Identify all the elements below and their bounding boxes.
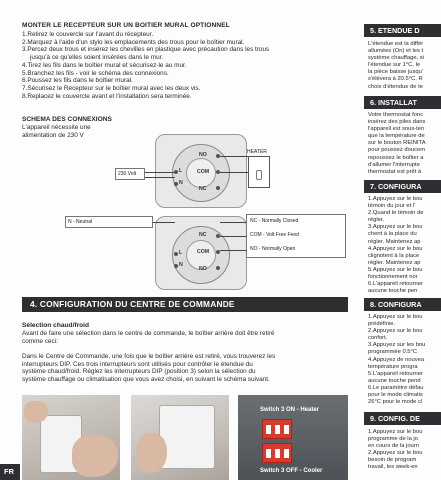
photo2-hand: [137, 433, 167, 473]
photo-remove-cover: [22, 395, 120, 480]
section8-text: 1.Appuyez sur le bou prédéfinie. 2.Appuyez sur le bou confort. 3.Appuyez sur les bou programmée 0.5°C 4.Appuyez de nouvea température progra 5.L'appareil retourner aucune touche pend 6.Le paramètre défau pour le mode climatis 26°C pour le mode cl: [368, 314, 426, 406]
mount-step-1: 1.Retirez le couvercle sur l'avant du récepteur.: [22, 31, 154, 38]
top-term-n: N: [179, 180, 183, 186]
nc-legend: NC - Normally Closed: [250, 218, 299, 224]
mount-step-8: 8.Replacez le couvercle avant et l'installation sera terminée.: [22, 92, 192, 100]
right-column: [364, 0, 441, 480]
schema-description: L'appareil nécessite une alimentation de 230 V: [22, 124, 91, 139]
section8-title: 8. CONFIGURA: [364, 298, 441, 311]
mount-step-3-cont: jusqu'à ce qu'elles soient insérées dans le mur.: [30, 54, 164, 62]
neutral-label: N - Neutral: [68, 219, 93, 225]
bottom-term-l: L: [179, 250, 183, 256]
bottom-screw-3: [216, 266, 220, 270]
wire-nc: [220, 222, 246, 223]
top-term-no: NO: [199, 152, 207, 158]
bottom-screw-5: [174, 264, 178, 268]
mount-steps: [22, 31, 347, 100]
heater-switch-icon: [256, 170, 262, 180]
heater-label: HEATER: [247, 149, 267, 155]
mount-step-3: 3.Percez deux trous et insérez les chevilles en plastique avec précaution dans les trous: [22, 46, 270, 54]
mount-heading: MONTER LE RECEPTEUR SUR UN BOITIER MURAL OPTIONNEL: [22, 22, 230, 29]
top-screw-3: [216, 186, 220, 190]
dip-heater-label: Switch 3 ON - Heater: [260, 407, 320, 413]
photo-dip-switches: [238, 395, 348, 480]
wire-heater-2: [220, 172, 248, 173]
dip-switch-top: [262, 419, 292, 439]
section9-title: 9. CONFIG. DE: [364, 412, 441, 425]
section4-title: 4. CONFIGURATION DU CENTRE DE COMMANDE: [22, 297, 348, 312]
section4-para1: Avant de faire une sélection dans le centre de commande, le boîtier arrière doit être retiré comme ceci:: [22, 330, 275, 345]
bottom-term-com: COM: [197, 249, 210, 255]
section4-subtitle: Sélection chaud/froid: [22, 322, 90, 329]
section5-title: 5. ETENDUE D: [364, 24, 441, 37]
wire-neutral-top: [145, 177, 175, 178]
top-screw-5: [174, 182, 178, 186]
section7-text: 1.Appuyez sur le bou témoin du jour et l' 2.Quand le témoin de régler. 3.Appuyez sur le bou chent à la place du régler. Maintenez ap 4.Appuyez sur le bou clignotent à la place régler. Maintenez ap 5.Appuyez sur le bou fonctionnement nor 6.L'appareil retourner aucune touche pen: [368, 196, 424, 295]
wire-com: [220, 236, 246, 237]
no-legend: NO - Normally Open: [250, 246, 296, 252]
wire-neutral-leg: [153, 222, 175, 223]
wire-heater-1: [220, 156, 248, 157]
wiring-diagram: [60, 132, 350, 292]
wire-no: [220, 250, 246, 251]
top-term-l: L: [179, 168, 183, 174]
bottom-term-nc: NC: [199, 232, 207, 238]
dip-switch-bottom: [262, 443, 292, 463]
mount-section: [22, 22, 347, 100]
photo2-device: [159, 405, 215, 469]
section7-title: 7. CONFIGURA: [364, 180, 441, 193]
section5-text: L'étendue est la différ allumées (On) et les t système chauffage, si l'étendue sur 1°C, le la pièce baisse jusqu' s'élèvera à 20.5°C. R choix d'étendue de te: [368, 41, 424, 90]
bottom-screw-4: [174, 252, 178, 256]
mount-step-4: 4.Tirez les fils dans le boîtier mural et sécurisez-le au mur.: [22, 61, 187, 69]
bottom-term-n: N: [179, 262, 183, 268]
section6-title: 6. INSTALLAT: [364, 96, 441, 109]
mount-step-7: 7.Sécurisez le Récepteur sur le boîtier mural avec les deux vis.: [22, 84, 201, 92]
wire-live-top: [145, 172, 175, 173]
photo1-hand: [72, 435, 118, 477]
section6-text: Votre thermostat fonc insérez des piles dans l'appareil est sous-ten que la température de sur le bouton REINITA pour poussez doucem repoussez le boîtier a d'allumer l'interrupte thermostat est prêt à: [368, 112, 426, 175]
bottom-term-no: NO: [199, 266, 207, 272]
language-tab: FR: [0, 464, 20, 480]
photo1-thumb: [24, 401, 48, 423]
mount-step-2: 2.Marquez à l'aide d'un stylo les emplacements des trous pour le boîtier mural.: [22, 38, 245, 46]
voltage-label: 230 Volt: [118, 171, 137, 177]
top-term-nc: NC: [199, 186, 207, 192]
top-term-com: COM: [197, 169, 210, 175]
section4-para2: Dans le Centre de Commande, une fois que le boîtier arrière est retiré, vous trouverez les interrupteurs DIP. Ces trois interrupteurs sont utilisés pour contrôler le étendue du système chaud/froid. Réglez les interrupteurs DIP (position 3) selon la sélection du système chauffage ou climatisation que vous avez choisi, en suivant le schéma suivant.: [22, 353, 276, 384]
section9-text: 1.Appuyez sur le bou programme de la jo en cours de la journ 2.Appuyez sur le bou besoin de program travail, les week-en: [368, 429, 423, 471]
dip-cooler-label: Switch 3 OFF - Cooler: [260, 468, 323, 474]
photo-open-case: [131, 395, 229, 480]
mount-step-5: 5.Branchez les fils - voir le schéma des connexions.: [22, 69, 169, 77]
mount-step-6: 6.Poussez les fils dans le boîtier mural.: [22, 77, 133, 85]
com-legend: COM - Volt Free Feed: [250, 232, 299, 238]
schema-title: SCHEMA DES CONNEXIONS: [22, 116, 112, 123]
